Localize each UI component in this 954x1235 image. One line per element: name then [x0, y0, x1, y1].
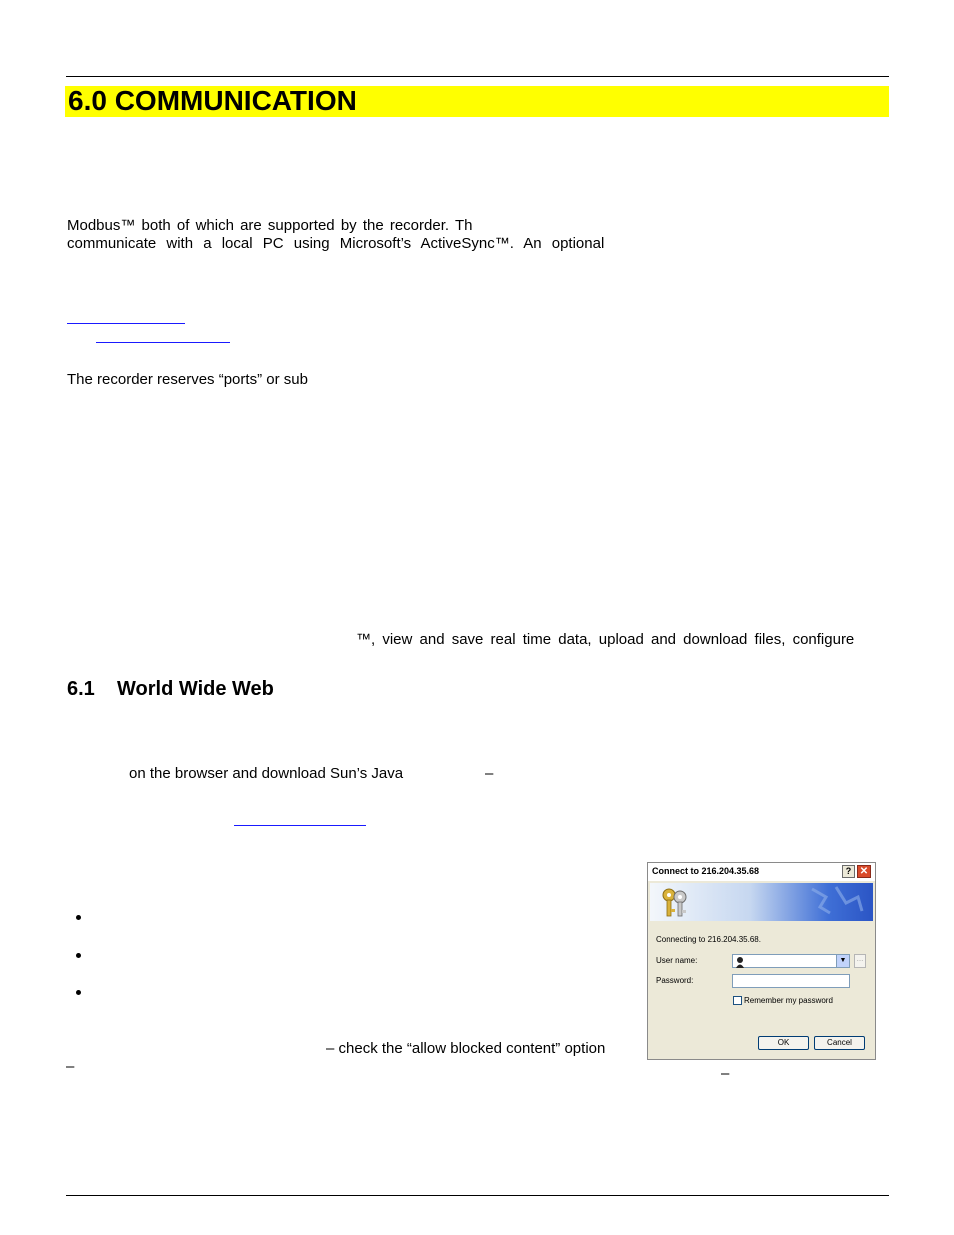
username-label: User name:	[656, 956, 698, 965]
bottom-rule	[66, 1195, 889, 1196]
hyperlink[interactable]	[96, 342, 230, 343]
bullet-point	[76, 990, 81, 995]
password-field[interactable]	[732, 974, 850, 988]
help-button[interactable]: ?	[842, 865, 855, 878]
browse-icon[interactable]: …	[854, 954, 866, 968]
ok-button[interactable]: OK	[758, 1036, 809, 1050]
top-rule	[66, 76, 889, 77]
remember-checkbox[interactable]	[733, 996, 742, 1005]
close-button[interactable]: ✕	[857, 865, 871, 878]
connecting-text: Connecting to 216.204.35.68.	[656, 935, 761, 944]
bullet-point	[76, 953, 81, 958]
password-label: Password:	[656, 976, 694, 985]
user-icon	[735, 956, 745, 968]
paragraph-line: – check the “allow blocked content” option	[326, 1040, 606, 1057]
paragraph-line: on the browser and download Sun’s Java	[129, 765, 404, 782]
keys-icon	[658, 885, 692, 919]
remember-label: Remember my password	[744, 996, 833, 1005]
dash-fragment: –	[66, 1058, 75, 1075]
dash-fragment: –	[721, 1065, 730, 1082]
hyperlink[interactable]	[67, 323, 185, 324]
login-dialog	[647, 862, 876, 1060]
page-title: 6.0 COMMUNICATION	[68, 85, 357, 116]
paragraph-line: The recorder reserves “ports” or sub	[67, 371, 308, 388]
paragraph-line: communicate with a local PC using Microsoft’s ActiveSync™. An optional	[67, 235, 605, 252]
hyperlink[interactable]	[234, 825, 366, 826]
bullet-point	[76, 915, 81, 920]
dropdown-icon[interactable]: ▼	[836, 955, 849, 967]
dash-fragment: –	[485, 765, 494, 782]
paragraph-line: Modbus™ both of which are supported by the recorder. Th	[67, 217, 473, 234]
dialog-title: Connect to 216.204.35.68	[652, 866, 760, 876]
paragraph-line: ™, view and save real time data, upload and download files, configure	[356, 631, 855, 648]
cancel-button[interactable]: Cancel	[814, 1036, 865, 1050]
section-title: 6.1 World Wide Web	[67, 678, 274, 700]
dialog-titlebar	[648, 863, 875, 881]
username-field[interactable]	[732, 954, 850, 968]
